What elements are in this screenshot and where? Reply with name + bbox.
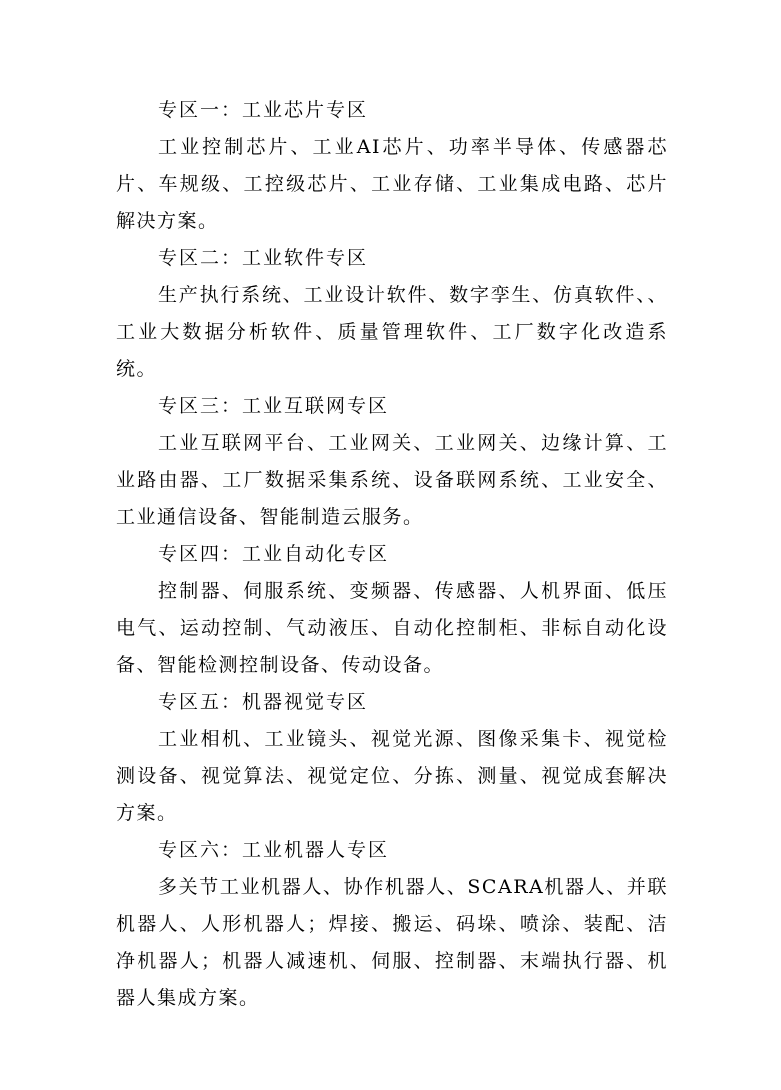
- section-3-body: 工业互联网平台、工业网关、工业网关、边缘计算、工业路由器、工厂数据采集系统、设备联网系统、工业安全、工业通信设备、智能制造云服务。: [116, 432, 668, 528]
- section-1-body: 工业控制芯片、工业AI芯片、功率半导体、传感器芯片、车规级、工控级芯片、工业存储、工业集成电路、芯片解决方案。: [116, 136, 668, 232]
- section-4-heading: 专区四：工业自动化专区: [158, 543, 390, 565]
- section-2-heading: 专区二：工业软件专区: [158, 247, 369, 269]
- section-5-heading: 专区五：机器视觉专区: [158, 691, 369, 713]
- section-1-heading: 专区一：工业芯片专区: [158, 99, 369, 121]
- section-5-body: 工业相机、工业镜头、视觉光源、图像采集卡、视觉检测设备、视觉算法、视觉定位、分拣、测量、视觉成套解决方案。: [116, 728, 668, 824]
- section-6-body: 多关节工业机器人、协作机器人、SCARA机器人、并联机器人、人形机器人；焊接、搬运、码垛、喷涂、装配、洁净机器人；机器人减速机、伺服、控制器、末端执行器、机器人集成方案。: [116, 876, 668, 1009]
- section-2-body: 生产执行系统、工业设计软件、数字孪生、仿真软件、、工业大数据分析软件、质量管理软件、工厂数字化改造系统。: [116, 284, 668, 380]
- document-body: [116, 92, 668, 1017]
- section-4-body: 控制器、伺服系统、变频器、传感器、人机界面、低压电气、运动控制、气动液压、自动化控制柜、非标自动化设备、智能检测控制设备、传动设备。: [116, 580, 668, 676]
- section-3-heading: 专区三：工业互联网专区: [158, 395, 390, 417]
- section-6-heading: 专区六：工业机器人专区: [158, 839, 390, 861]
